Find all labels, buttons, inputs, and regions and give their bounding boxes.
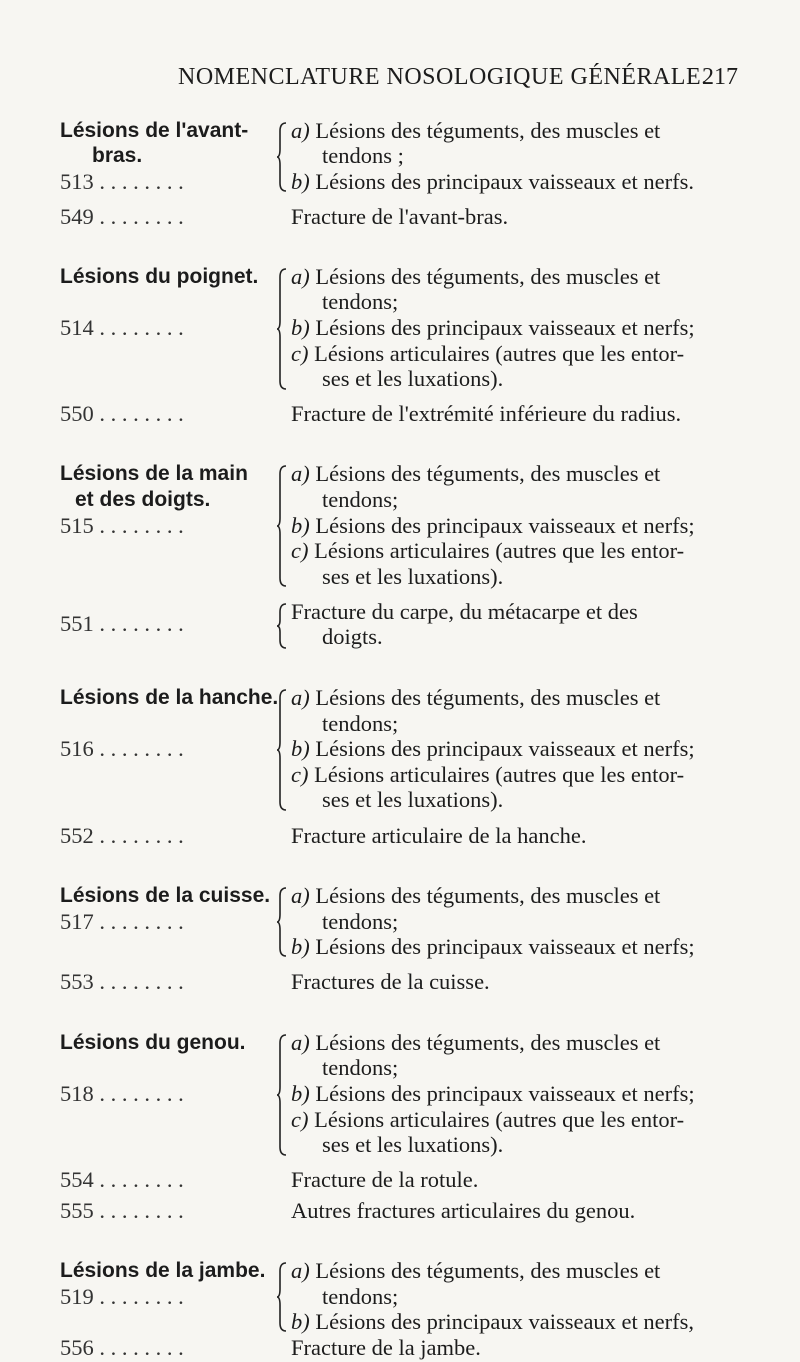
fracture-entry: Fracture articulaire de la hanche.	[291, 823, 587, 848]
fracture-entry: Fracture de la jambe.	[291, 1335, 481, 1360]
brace	[277, 121, 289, 193]
item-a: a) Lésions des téguments, des muscles et	[291, 1258, 661, 1283]
item-a-cont: tendons;	[322, 711, 399, 736]
code-number: 555 . . . . . . . .	[60, 1198, 184, 1223]
item-a-cont: tendons;	[322, 289, 399, 314]
item-b: b) Lésions des principaux vaisseaux et nerfs;	[291, 934, 695, 959]
item-a: a) Lésions des téguments, des muscles et	[291, 1030, 661, 1055]
item-a: a) Lésions des téguments, des muscles et	[291, 264, 661, 289]
brace	[277, 886, 289, 958]
item-b: b) Lésions des principaux vaisseaux et nerfs,	[291, 1309, 695, 1334]
code-number: 515 . . . . . . . .	[60, 513, 184, 538]
item-c-cont: ses et les luxations).	[322, 366, 504, 391]
fracture-entry: Fractures de la cuisse.	[291, 969, 490, 994]
section-label: Lésions de la jambe.	[60, 1259, 266, 1282]
fracture-entry: Autres fractures articulaires du genou.	[291, 1198, 636, 1223]
code-number: 553 . . . . . . . .	[60, 969, 184, 994]
section-label: Lésions de l'avant-	[60, 119, 249, 142]
item-a: a) Lésions des téguments, des muscles et	[291, 118, 661, 143]
item-b: b) Lésions des principaux vaisseaux et nerfs;	[291, 736, 695, 761]
section-label: Lésions du poignet.	[60, 265, 259, 288]
code-number: 517 . . . . . . . .	[60, 909, 184, 934]
item-c: c) Lésions articulaires (autres que les entor-	[291, 1107, 685, 1132]
code-number: 549 . . . . . . . .	[60, 204, 184, 229]
page-header	[60, 64, 740, 104]
item-a-cont: tendons;	[322, 487, 399, 512]
code-number: 514 . . . . . . . .	[60, 315, 184, 340]
item-c: c) Lésions articulaires (autres que les entor-	[291, 341, 685, 366]
fracture-entry: Fracture de la rotule.	[291, 1167, 479, 1192]
code-number: 552 . . . . . . . .	[60, 823, 184, 848]
item-c-cont: ses et les luxations).	[322, 1132, 504, 1157]
running-title: NOMENCLATURE NOSOLOGIQUE GÉNÉRALE.	[178, 64, 708, 90]
item-c-cont: ses et les luxations).	[322, 787, 504, 812]
code-number: 551 . . . . . . . .	[60, 611, 184, 636]
section-label-cont: et des doigts.	[75, 488, 211, 511]
item-c: c) Lésions articulaires (autres que les entor-	[291, 762, 685, 787]
item-a-cont: tendons;	[322, 909, 399, 934]
brace	[277, 688, 289, 812]
code-number: 554 . . . . . . . .	[60, 1167, 184, 1192]
fracture-entry: Fracture de l'avant-bras.	[291, 204, 509, 229]
section-label-cont: bras.	[92, 144, 143, 167]
item-a: a) Lésions des téguments, des muscles et	[291, 461, 661, 486]
fracture-entry: Fracture de l'extrémité inférieure du radius.	[291, 401, 682, 426]
code-number: 550 . . . . . . . .	[60, 401, 184, 426]
code-number: 518 . . . . . . . .	[60, 1081, 184, 1106]
item-b: b) Lésions des principaux vaisseaux et nerfs;	[291, 1081, 695, 1106]
brace	[277, 1261, 289, 1333]
section-label: Lésions de la main	[60, 462, 248, 485]
brace	[277, 464, 289, 588]
item-a-cont: tendons ;	[322, 143, 404, 168]
section-label: Lésions de la cuisse.	[60, 884, 271, 907]
item-a-cont: tendons;	[322, 1284, 399, 1309]
section-label: Lésions de la hanche.	[60, 686, 279, 709]
code-number: 519 . . . . . . . .	[60, 1284, 184, 1309]
item-c-cont: ses et les luxations).	[322, 564, 504, 589]
item-a: a) Lésions des téguments, des muscles et	[291, 883, 661, 908]
code-number: 556 . . . . . . . .	[60, 1335, 184, 1360]
item-a-cont: tendons;	[322, 1055, 399, 1080]
page-number: 217	[702, 64, 738, 90]
item-b: b) Lésions des principaux vaisseaux et nerfs.	[291, 169, 695, 194]
brace	[277, 267, 289, 391]
code-number: 516 . . . . . . . .	[60, 736, 184, 761]
code-number: 513 . . . . . . . .	[60, 169, 184, 194]
item-a: a) Lésions des téguments, des muscles et	[291, 685, 661, 710]
brace	[277, 602, 289, 650]
section-label: Lésions du genou.	[60, 1031, 246, 1054]
item-c: c) Lésions articulaires (autres que les entor-	[291, 538, 685, 563]
brace	[277, 1033, 289, 1157]
fracture-entry: Fracture du carpe, du métacarpe et des	[291, 599, 638, 624]
fracture-entry-cont: doigts.	[322, 624, 383, 649]
item-b: b) Lésions des principaux vaisseaux et nerfs;	[291, 315, 695, 340]
item-b: b) Lésions des principaux vaisseaux et nerfs;	[291, 513, 695, 538]
